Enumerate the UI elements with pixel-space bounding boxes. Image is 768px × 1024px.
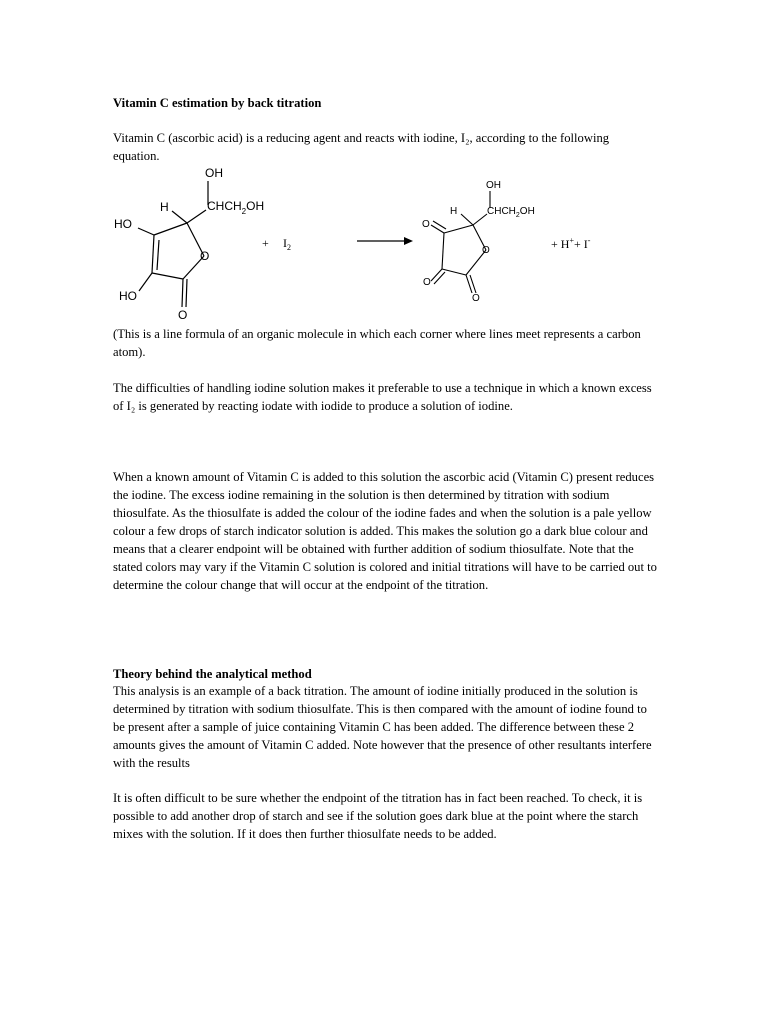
endpoint-check-paragraph: It is often difficult to be sure whether the endpoint of the titration has in fact been reached. To check, it is possible to add another drop of starch and see if the solution goes dark blue at the point where the starch mixes with the solution. If it does then further thiosulfate needs to be added. [113,791,643,841]
byproducts: + H++ I- [551,236,591,251]
product-oxygen-bottom-left: O [423,277,431,288]
difficulties-paragraph: The difficulties of handling iodine solution makes it preferable to use a technique in which a known excess of I₂ is generated by reacting iodate with iodide to produce a solution of iodine. [113,381,652,413]
reaction-arrow [357,237,413,245]
dehydroascorbic-acid-structure [431,191,490,293]
oh-label: OH [205,166,223,180]
ho-label-bottom: HO [119,289,137,303]
known-amount-paragraph: When a known amount of Vitamin C is added to this solution the ascorbic acid (Vitamin C) present reduces the iodine. The excess iodine remaining in the solution is then determined by titration with sodium thiosulfate. As the thiosulfate is added the colour of the iodine fades and when the solution is a pale yellow colour a few drops of starch indicator solution is added. This makes the solution go a dark blue colour and means that a clearer endpoint will be obtained with further addition of sodium thiosulfate. Note that the stated colors may vary if the Vitamin C solution is colored and initial titrations will have to be carried out to determine the colour change that will occur at the endpoint of the titration. [113,470,657,592]
chch2oh-label: $CHCH_2OH$ [207,199,265,216]
plus-sign: + [262,236,269,250]
keto-oxygen-label: O [178,308,188,320]
ring-oxygen-label: O [200,249,210,263]
ascorbic-acid-structure [138,181,208,307]
product-oxygen-top: O [422,219,430,230]
document-title: Vitamin C estimation by back titration [113,96,322,110]
product-oxygen-bottom: O [472,293,480,304]
product-ring-oxygen: O [482,245,490,256]
iodine-formula: $I_2$ [283,236,291,252]
theory-heading: Theory behind the analytical method [113,667,312,681]
product-chch2oh-label: $CHCH_2OH$ [487,206,535,219]
intro-paragraph: Vitamin C (ascorbic acid) is a reducing agent and reacts with iodine, I₂, according to the following equation. [113,131,610,163]
theory-paragraph: This analysis is an example of a back titration. The amount of iodine initially produced in the solution is determined by titration with sodium thiosulfate. This is then compared with the amount of iodine found to be present after a sample of juice containing Vitamin C has been added. The difference between these 2 amounts gives the amount of Vitamin C added. Note however that the presence of other resultants interfere with the results [113,684,652,770]
line-formula-note: (This is a line formula of an organic molecule in which each corner where lines meet represents a carbon atom). [113,327,641,359]
product-h-label: H [450,206,458,217]
reaction-equation [0,160,768,320]
product-oh-label: OH [486,180,501,191]
h-label: H [160,200,169,214]
ho-label-top: HO [114,217,132,231]
